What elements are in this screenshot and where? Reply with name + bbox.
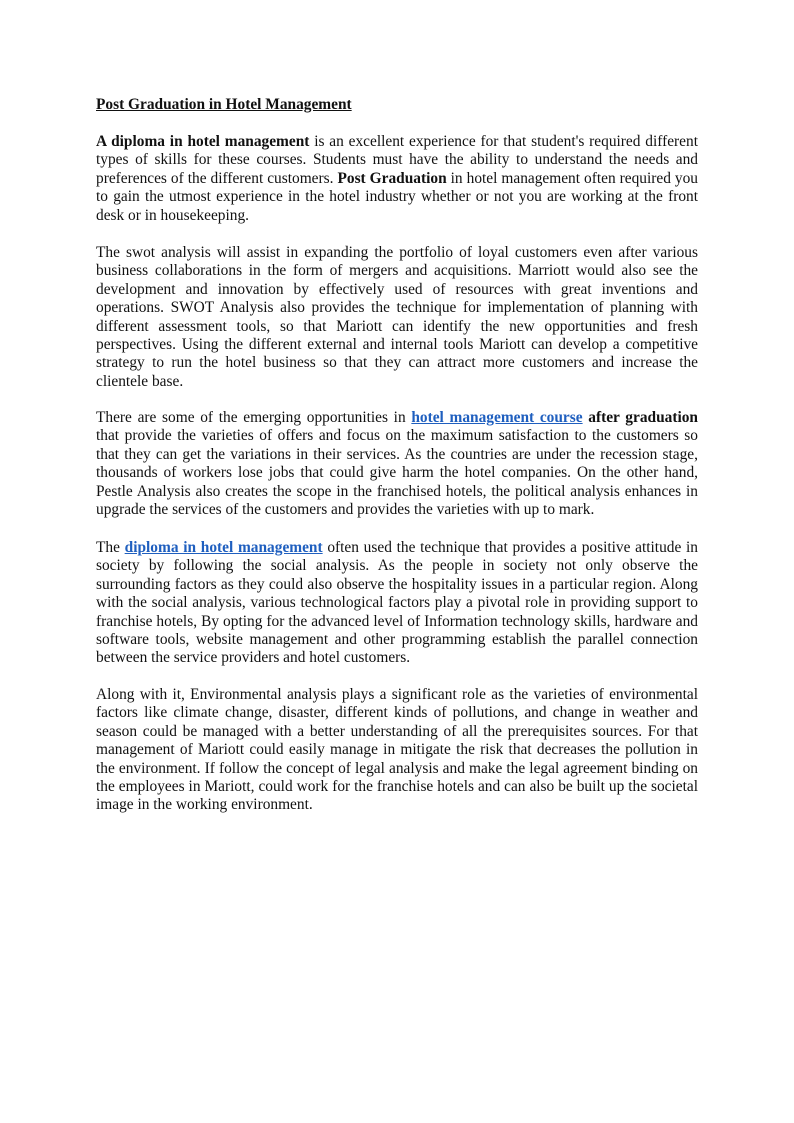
diploma-in-hotel-management-link[interactable]: diploma in hotel management: [124, 539, 323, 556]
body-text: in hotel management often required you to gain the utmost experience in the hotel industry whether or not you are working at the front desk or in housekeeping.: [96, 169, 698, 224]
body-text: There are some of the emerging opportunities in: [96, 409, 412, 426]
paragraph-environmental: Along with it, Environmental analysis plays a significant role as the varieties of environmental factors like climate change, disaster, different kinds of pollutions, and change in weather and season could be managed with a better understanding of all the prerequisites sources. For that management of Mariott could easily manage in mitigate the risk that decreases the pollution in the environment. If follow the concept of legal analysis and make the legal agreement binding on the employees in Mariott, could work for the franchise hotels and can also be built up the societal image in the working environment.: [96, 686, 698, 814]
bold-text: Post Graduation: [337, 169, 447, 187]
body-text: The: [96, 539, 125, 556]
body-text: is an excellent experience for that student's required different types of skills for these courses. Students must have the ability to understand the needs and preferences of the different customers.: [96, 133, 698, 187]
paragraph-diploma-intro: [96, 133, 698, 225]
body-text: often used the technique that provides a positive attitude in society by following the social analysis. As the people in society not only observe the surrounding factors as they could also observe the hospitality issues in a particular region. Along with the social analysis, various technological factors play a pivotal role in providing support to franchise hotels, By opting for the advanced level of Information technology skills, hardware and software tools, website management and other programming establish the parallel connection between the service providers and hotel customers.: [96, 539, 698, 667]
hotel-management-course-link[interactable]: hotel management course: [411, 409, 583, 426]
paragraph-opportunities: [96, 409, 698, 519]
bold-text: after graduation: [582, 409, 698, 426]
bold-text: A diploma in hotel management: [96, 133, 310, 150]
body-text: that provide the varieties of offers and focus on the maximum satisfaction to the customers so that they can get the variations in their services. As the countries are under the recession stage, thousands of workers lose jobs that could give harm the hotel companies. On the other hand, Pestle Analysis also creates the scope in the franchised hotels, the political analysis enhances in upgrade the services of the customers and provides the varieties with up to mark.: [96, 427, 698, 519]
paragraph-social-analysis: [96, 539, 698, 668]
paragraph-swot: The swot analysis will assist in expanding the portfolio of loyal customers even after various business collaborations in the form of mergers and acquisitions. Marriott would also see the development and innovation by effectively used of resources with great inventions and operations. SWOT Analysis also provides the technique for implementation of planning with different assessment tools, so that Mariott can identify the new opportunities and fresh perspectives. Using the different external and internal tools Mariott can develop a competitive strategy to run the hotel business so that they can attract more customers and increase the clientele base.: [96, 244, 698, 390]
page-title: Post Graduation in Hotel Management: [96, 96, 352, 113]
